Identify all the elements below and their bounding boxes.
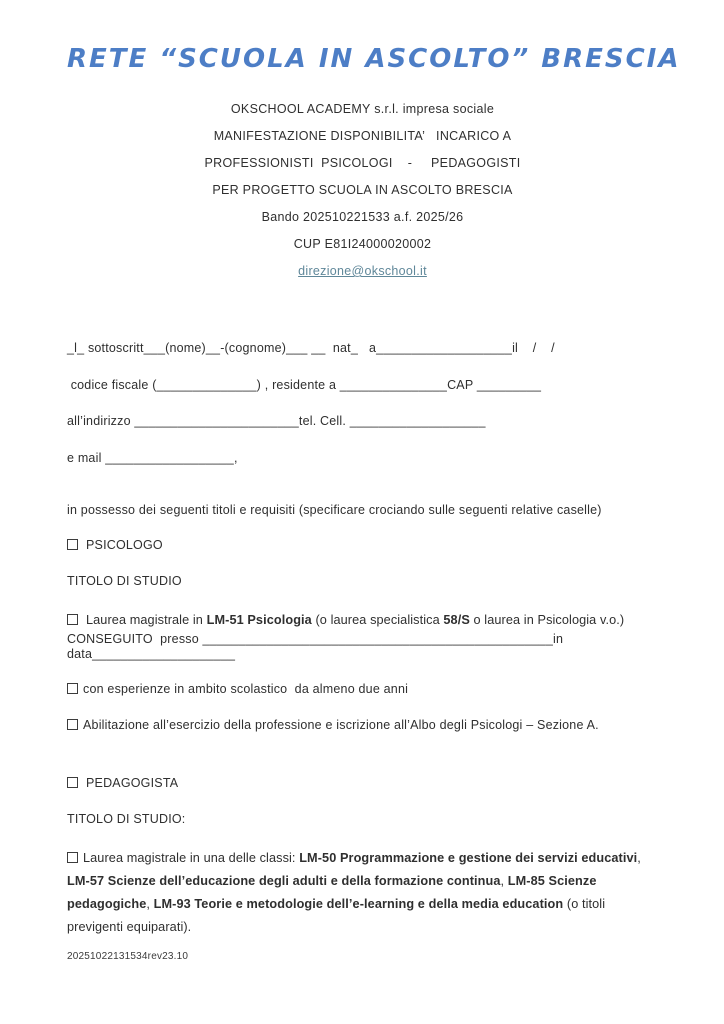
form-line-name: _l_ sottoscritt___(nome)__-(cognome)___ __ nat_ a___________________il / / — [67, 341, 555, 355]
header-block — [67, 96, 658, 285]
header-line-manifestazione: MANIFESTAZIONE DISPONIBILITA’ INCARICO A — [213, 129, 512, 143]
psicologo-laurea-text: Laurea magistrale in LM-51 Psicologia (o laurea specialistica 58/S o laurea in Psicologia v.o.) — [86, 613, 625, 627]
form-line-codice-fiscale: codice fiscale (______________) , residente a _______________CAP _________ — [67, 377, 542, 392]
requisiti-block — [67, 503, 658, 940]
checkbox-psicologo — [67, 539, 78, 550]
form-line-address: all’indirizzo _______________________tel. Cell. ___________________ — [67, 414, 486, 428]
page-title: RETE “SCUOLA IN ASCOLTO” BRESCIA — [67, 44, 681, 74]
form-line-email: e mail __________________, — [67, 450, 238, 465]
checkbox-pedagogista — [67, 777, 78, 788]
checkbox-abilitazione — [67, 719, 78, 730]
psicologo-laurea-line — [67, 609, 658, 632]
email-line — [67, 258, 658, 285]
psicologo-label: PSICOLOGO — [86, 538, 163, 552]
psicologo-check-line — [67, 538, 658, 553]
pedagogista-laurea-paragraph — [67, 847, 658, 939]
esperienze-check-line — [67, 682, 658, 697]
checkbox-laurea-pedagogista — [67, 852, 78, 863]
pedagogista-block — [67, 776, 658, 939]
header-line-progetto: PER PROGETTO SCUOLA IN ASCOLTO BRESCIA — [212, 183, 513, 197]
psicologo-titolo-heading: TITOLO DI STUDIO — [67, 573, 182, 588]
pedagogista-titolo-heading: TITOLO DI STUDIO: — [67, 811, 186, 826]
header-line-cup: CUP E81I24000020002 — [293, 237, 432, 251]
header-line-org: OKSCHOOL ACADEMY s.r.l. impresa sociale — [230, 102, 495, 116]
applicant-form-block — [67, 341, 658, 465]
abilitazione-check-line — [67, 718, 658, 733]
pedagogista-label: PEDAGOGISTA — [86, 776, 179, 790]
requisiti-intro: in possesso dei seguenti titoli e requisiti (specificare crociando sulle seguenti relative caselle) — [67, 502, 602, 517]
header-line-bando: Bando 202510221533 a.f. 2025/26 — [261, 210, 464, 224]
email-link[interactable]: direzione@okschool.it — [298, 264, 427, 278]
pedagogista-check-line — [67, 776, 658, 791]
conseguito-line: CONSEGUITO presso _________________________________________________in data____________________ — [67, 632, 567, 661]
checkbox-laurea-psicologo — [67, 614, 78, 625]
document-code-footer: 20251022131534rev23.10 — [67, 951, 189, 962]
esperienze-label: con esperienze in ambito scolastico da almeno due anni — [83, 682, 409, 696]
abilitazione-label: Abilitazione all’esercizio della professione e iscrizione all’Albo degli Psicologi – Sezione A. — [83, 717, 599, 732]
checkbox-esperienze — [67, 683, 78, 694]
pedagogista-laurea-text: Laurea magistrale in una delle classi: LM-50 Programmazione e gestione dei servizi educativi, LM-57 Scienze dell’educazione degli adulti e della formazione continua, LM-85 Scienze pedagogiche, LM-93 Teorie e metodologie dell’e-learning e della media education (o titoli previgenti equiparati). — [67, 851, 641, 934]
header-line-professionisti: PROFESSIONISTI PSICOLOGI - PEDAGOGISTI — [204, 156, 521, 170]
